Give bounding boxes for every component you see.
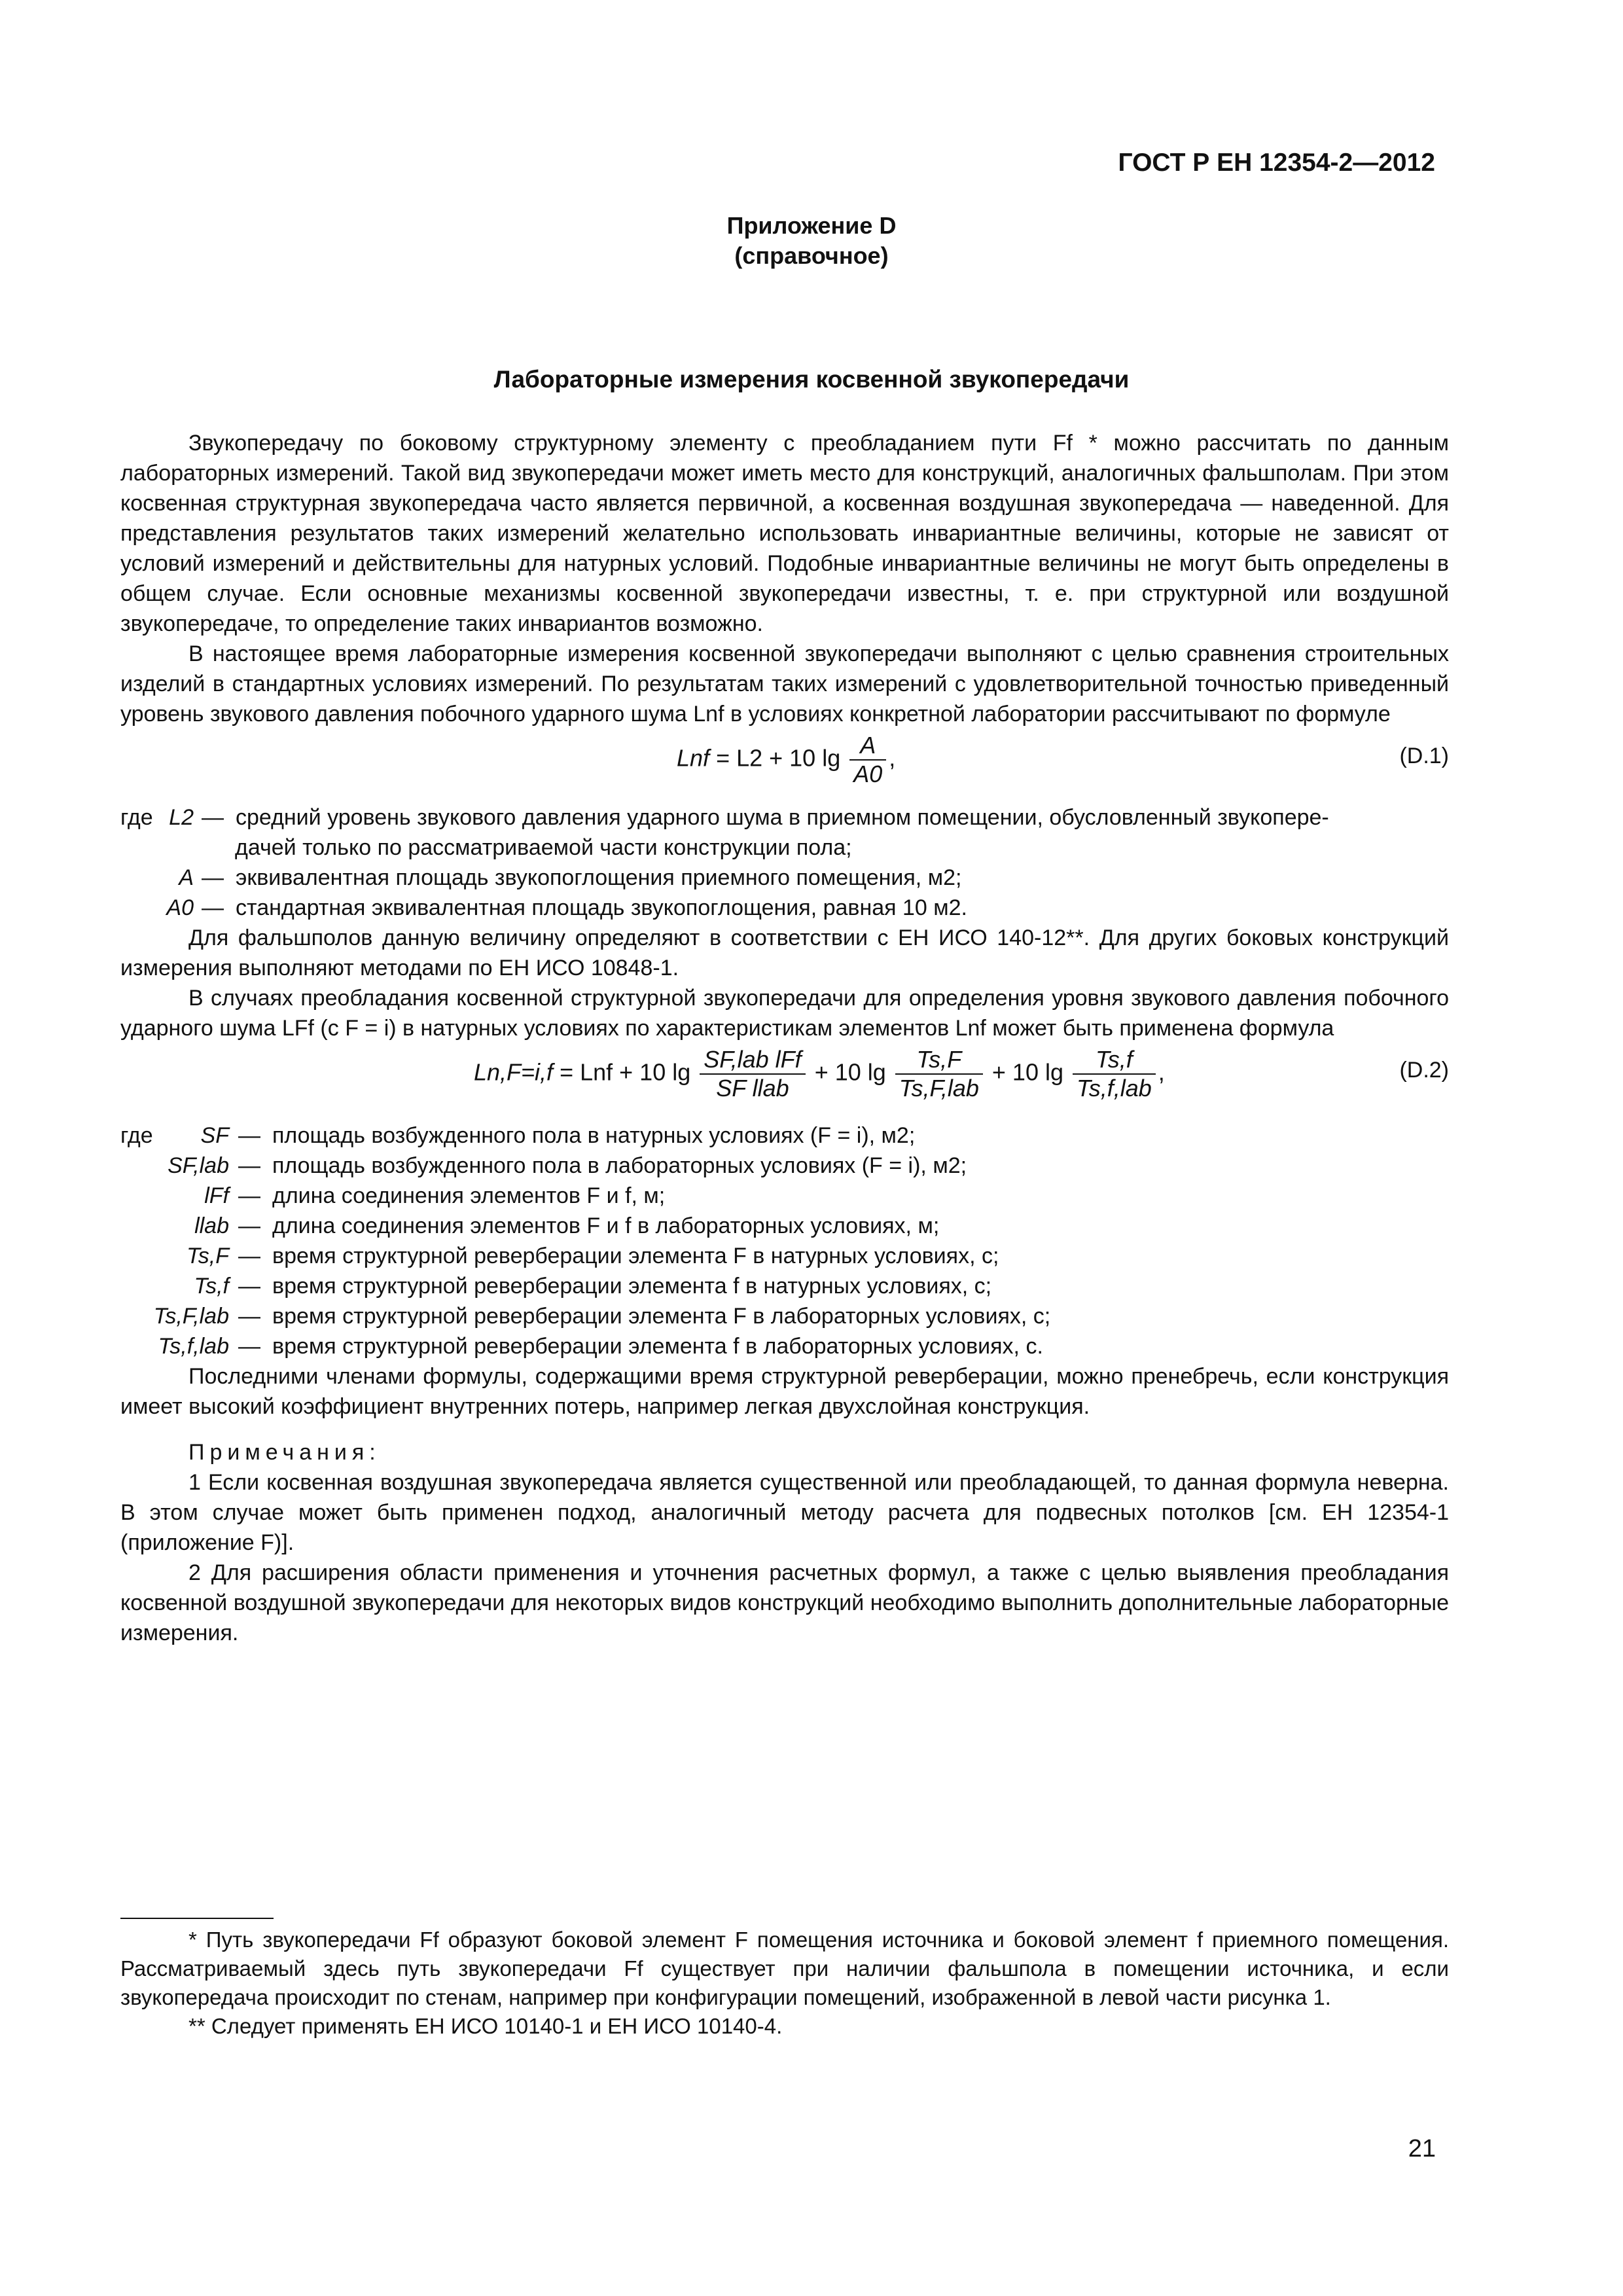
where-item [120,1241,1449,1271]
where-item [120,802,1449,833]
paragraph-1: Звукопередачу по боковому структурному элементу с преобладанием пути Ff * можно рассчитать по данным лабораторных измерений. Такой вид звукопередачи может иметь место для конструкций, аналогичных фальшполам. При этом косвенная структурная звукопередача часто является первичной, а косвенная воздушная звукопередача — наведенной. Для представления результатов таких измерений желательно использовать инвариантные величины, которые не зависят от условий измерений и действительны для натурных условий. Подобные инвариантные величины не могут быть определены в общем случае. Если основные механизмы косвенной звукопередачи известны, т. е. при структурной или воздушной звукопередаче, то определение таких инвариантов возможно. [120,431,1449,636]
equation-d1-rhs: = L2 + 10 lg [716,744,841,772]
where-description: стандартная эквивалентная площадь звукопоглощения, равная 10 м2. [236,895,967,920]
equation-d2-fraction-3-numerator: Ts,f [1073,1046,1156,1075]
where-description: средний уровень звукового давления ударного шума в приемном помещении, обусловленный звукопере- [236,805,1329,830]
where-dash: — [238,1213,260,1238]
paragraph-5: Последними членами формулы, содержащими время структурной реверберации, можно пренебречь, если конструкция имеет высокий коэффициент внутренних потерь, например легкая двухслойная конструкция. [120,1364,1449,1419]
where-description: длина соединения элементов F и f, м; [272,1183,666,1208]
footnote-1: * Путь звукопередачи Ff образуют боковой элемент F помещения источника и боковой элемент f приемного помещения. Рассматриваемый здесь путь звукопередачи Ff существует при наличии фальшпола в помещении источника, и если звукопередача происходит по стенам, например при конфигурации помещений, изображенной в левой части рисунка 1. [120,1928,1449,2009]
where-description: длина соединения элементов F и f в лабораторных условиях, м; [272,1213,940,1238]
note-1: 1 Если косвенная воздушная звукопередача является существенной или преобладающей, то данная формула неверна. В этом случае может быть применен подход, аналогичный методу расчета для подвесных потолков [см. ЕН 12354-1 (приложение F)]. [120,1470,1449,1555]
equation-d2-term-1: = Lnf + 10 lg [560,1058,691,1086]
where-item [120,863,1449,893]
equation-d1-numerator: A [849,732,886,761]
where-dash: — [238,1153,260,1178]
where-list-1 [120,802,1449,923]
where-item [120,1151,1449,1181]
where-dash: — [238,1304,260,1329]
where-description: эквивалентная площадь звукопоглощения приемного помещения, м2; [236,865,962,890]
where-description: площадь возбужденного пола в лабораторных условиях (F = i), м2; [272,1153,967,1178]
where-symbol: SF,lab [168,1153,229,1178]
where-item [120,1121,1449,1151]
where-item [120,1181,1449,1211]
where-item [120,1211,1449,1241]
where-symbol: Ts,F [187,1244,229,1268]
where-symbol: lFf [204,1183,229,1208]
notes-heading: Примечания: [188,1440,381,1465]
where-symbol: Ts,F,lab [153,1304,229,1329]
equation-d2-fraction-2-denominator: Ts,F,lab [899,1075,979,1102]
equation-d2-fraction-2-numerator: Ts,F [895,1046,983,1075]
where-item [120,1331,1449,1361]
where-lead: где [120,1123,153,1148]
where-symbol: SF [200,1123,229,1148]
note-2: 2 Для расширения области применения и уточнения расчетных формул, а также с целью выявления преобладания косвенной воздушной звукопередачи для некоторых видов конструкций необходимо выполнить дополнительные лабораторные измерения. [120,1560,1449,1645]
footnote-separator [120,1918,274,1919]
page-number: 21 [1408,2135,1436,2162]
paragraph-3: Для фальшполов данную величину определяют в соответствии с ЕН ИСО 140-12**. Для других боковых конструкций измерения выполняют методами по ЕН ИСО 10848-1. [120,925,1449,980]
where-dash: — [238,1183,260,1208]
equation-d1-number: (D.1) [1399,744,1449,768]
where-dash: — [202,805,224,830]
where-item [120,1301,1449,1331]
where-symbol: Ts,f [194,1274,229,1299]
where-symbol: Ts,f,lab [158,1334,229,1359]
equation-d1 [120,732,1449,797]
equation-d2-term-2: + 10 lg [814,1058,886,1086]
main-text [120,428,1449,1648]
footnote-2: ** Следует применять ЕН ИСО 10140-1 и ЕН ИСО 10140-4. [188,2014,783,2038]
equation-d1-denominator: A0 [853,761,883,787]
where-description-continuation: дачей только по рассматриваемой части конструкции пола; [235,835,852,860]
paragraph-2: В настоящее время лабораторные измерения косвенной звукопередачи выполняют с целью сравнения строительных изделий в стандартных условиях измерений. По результатам таких измерений с удовлетворительной точностью приведенный уровень звукового давления побочного ударного шума Lnf в условиях конкретной лаборатории рассчитывают по формуле [120,641,1449,726]
where-dash: — [238,1244,260,1268]
equation-d2-body: Ln,F=i,f = Lnf + 10 lg $\frac{\text{SF,lab lFf}}{\text{SF llab}}$ + 10 lg $\frac{Ts,F}{\text{Ts,F,lab}}$ + 10 lg $\frac{Ts,f}{\text{Ts,f,lab}}$ , [474,1046,1165,1102]
equation-d2-term-3: + 10 lg [991,1058,1063,1086]
annex-heading [0,211,1623,271]
footnotes [120,1926,1449,2041]
where-description: площадь возбужденного пола в натурных условиях (F = i), м2; [272,1123,916,1148]
equation-d2-lhs: Ln,F=i,f [474,1058,554,1086]
where-description: время структурной реверберации элемента F в лабораторных условиях, с; [272,1304,1051,1329]
equation-d2-fraction-2 [895,1046,983,1102]
equation-d1-body: Lnf = L2 + 10 lg $\frac{A}{A0}$ , [677,732,896,787]
where-dash: — [238,1274,260,1299]
where-dash: — [202,895,224,920]
equation-d1-fraction [849,732,886,788]
equation-d2-fraction-1 [700,1046,805,1102]
equation-d2 [120,1046,1449,1115]
annex-label: Приложение D [726,212,897,239]
equation-d1-lhs: Lnf [677,744,710,772]
paragraph-4: В случаях преобладания косвенной структурной звукопередачи для определения уровня звукового давления побочного ударного шума LFf (с F = i) в натурных условиях по характеристикам элементов Lnf может быть применена формула [120,986,1449,1041]
where-symbol: A0 [166,895,194,920]
equation-d2-fraction-1-denominator: SF llab [716,1075,789,1102]
where-symbol: L2 [169,805,194,830]
where-list-2 [120,1121,1449,1361]
where-description: время структурной реверберации элемента f в натурных условиях, с; [272,1274,992,1299]
where-description: время структурной реверберации элемента F в натурных условиях, с; [272,1244,999,1268]
equation-d2-fraction-3 [1073,1046,1156,1102]
where-item [120,1271,1449,1301]
equation-d2-number: (D.2) [1399,1058,1449,1083]
equation-d2-fraction-1-numerator: SF,lab lFf [700,1046,805,1075]
where-symbol: A [179,865,194,890]
where-dash: — [238,1123,260,1148]
where-description: время структурной реверберации элемента f в лабораторных условиях, с. [272,1334,1043,1359]
section-title: Лабораторные измерения косвенной звукопередачи [493,366,1130,393]
where-lead: где [120,805,153,830]
annex-status: (справочное) [734,242,889,269]
equation-d2-fraction-3-denominator: Ts,f,lab [1077,1075,1152,1102]
where-symbol: llab [194,1213,229,1238]
where-dash: — [202,865,224,890]
where-item [120,893,1449,923]
where-dash: — [238,1334,260,1359]
document-code: ГОСТ Р ЕН 12354-2—2012 [1118,149,1435,177]
